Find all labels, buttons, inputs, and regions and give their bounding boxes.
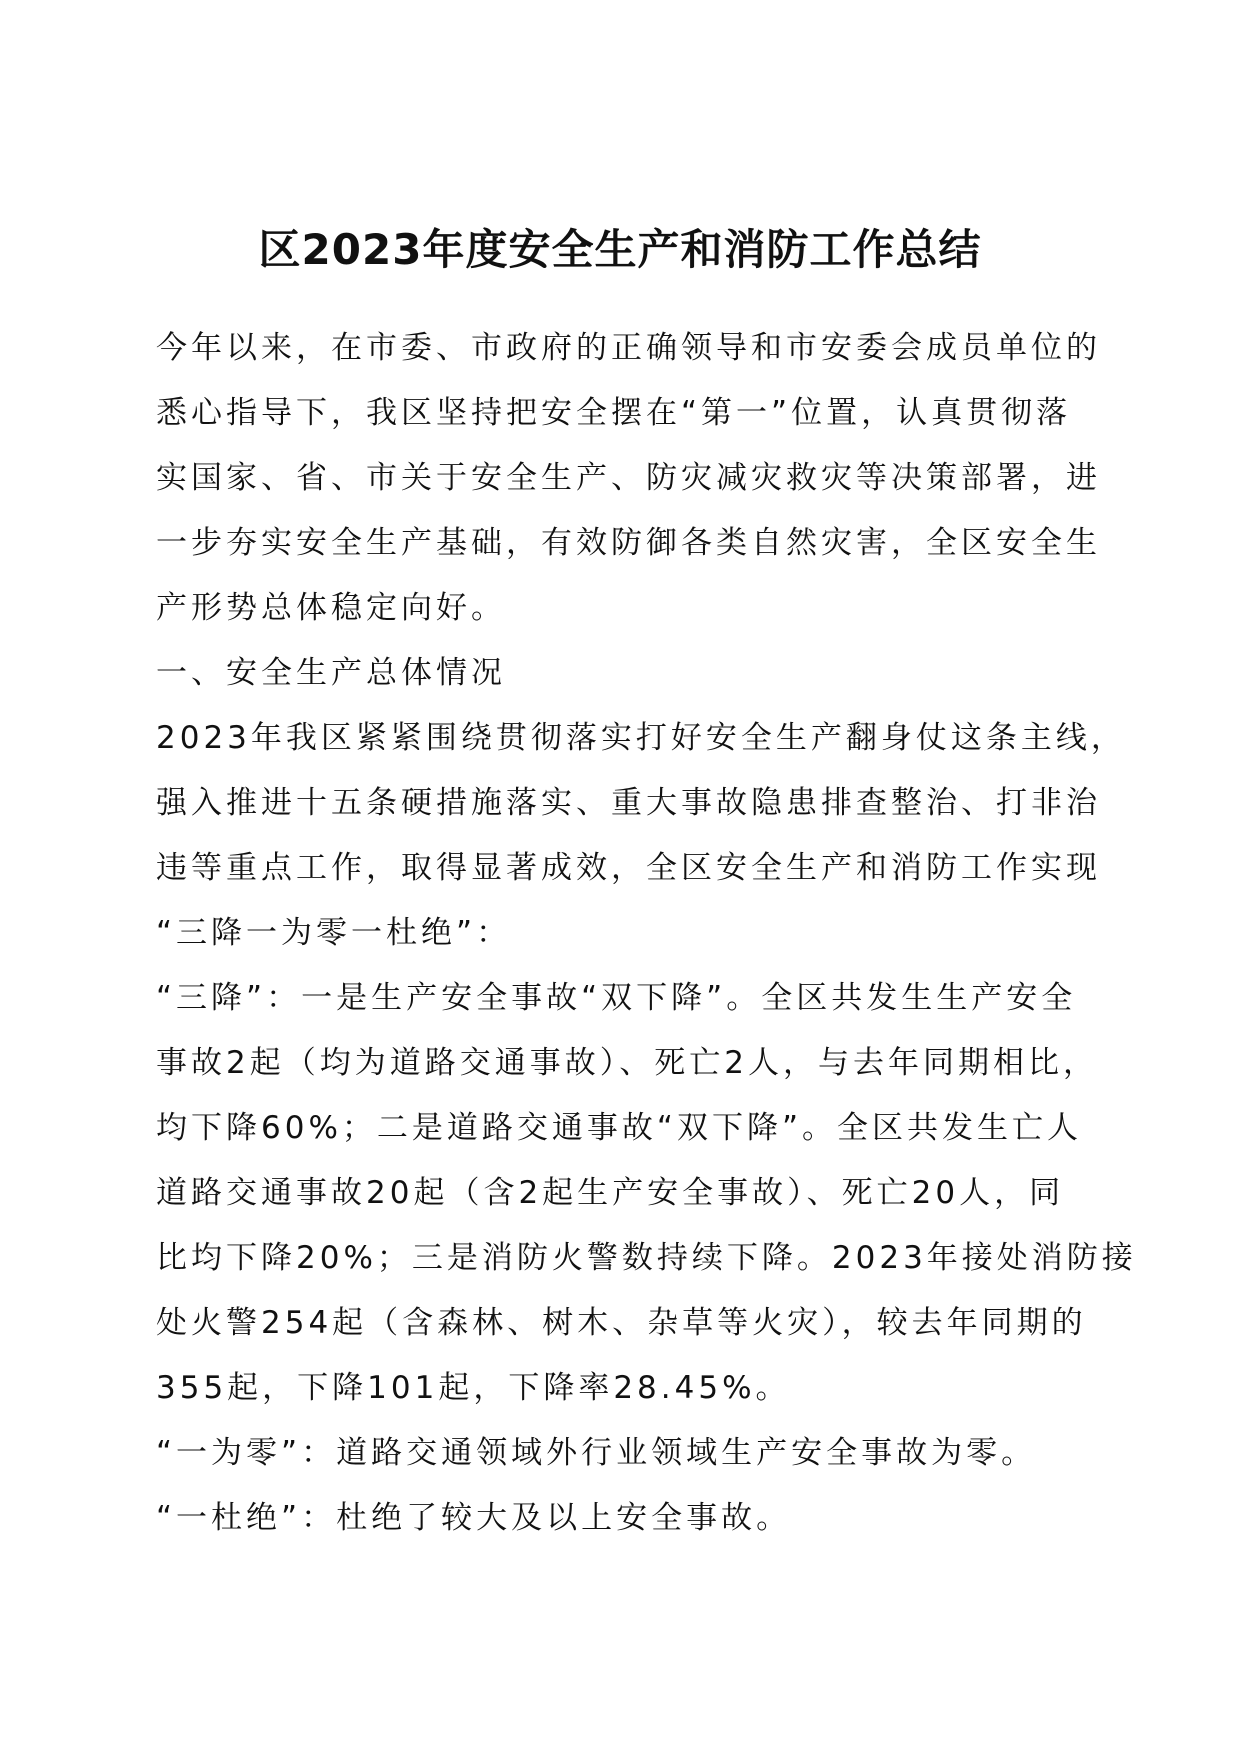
paragraph-line: 违等重点工作，取得显著成效，全区安全生产和消防工作实现 [156, 850, 1101, 886]
paragraph-line: 比均下降20%；三是消防火警数持续下降。2023年接处消防接 [156, 1240, 1137, 1276]
paragraph-line: 均下降60%；二是道路交通事故“双下降”。全区共发生亡人 [156, 1110, 1083, 1146]
paragraph-line: 强入推进十五条硬措施落实、重大事故隐患排查整治、打非治 [156, 785, 1101, 821]
paragraph-line: 355起，下降101起，下降率28.45%。 [156, 1370, 791, 1406]
paragraph-line: 事故2起（均为道路交通事故）、死亡2人，与去年同期相比， [156, 1045, 1098, 1081]
paragraph-line: 道路交通事故20起（含2起生产安全事故）、死亡20人，同 [156, 1175, 1065, 1211]
paragraph-line: 悉心指导下，我区坚持把安全摆在“第一”位置，认真贯彻落 [156, 395, 1072, 431]
paragraph-line: 一步夯实安全生产基础，有效防御各类自然灾害，全区安全生 [156, 525, 1101, 561]
paragraph-line: “一为零”：道路交通领域外行业领域生产安全事故为零。 [156, 1435, 1037, 1471]
paragraph-line: “三降”：一是生产安全事故“双下降”。全区共发生生产安全 [156, 980, 1077, 1016]
paragraph-line: “三降一为零一杜绝”： [156, 915, 512, 951]
paragraph-line: 2023年我区紧紧围绕贯彻落实打好安全生产翻身仗这条主线， [156, 720, 1126, 756]
paragraph-line: 处火警254起（含森林、树木、杂草等火灾），较去年同期的 [156, 1305, 1087, 1341]
document-title: 区2023年度安全生产和消防工作总结 [258, 225, 982, 274]
paragraph-line: 实国家、省、市关于安全生产、防灾减灾救灾等决策部署，进 [156, 460, 1101, 496]
paragraph-line: “一杜绝”：杜绝了较大及以上安全事故。 [156, 1500, 792, 1536]
document-body [156, 316, 1137, 1551]
section-heading: 一、安全生产总体情况 [156, 655, 506, 691]
paragraph-line: 今年以来，在市委、市政府的正确领导和市安委会成员单位的 [156, 330, 1101, 366]
paragraph-line: 产形势总体稳定向好。 [156, 590, 506, 626]
